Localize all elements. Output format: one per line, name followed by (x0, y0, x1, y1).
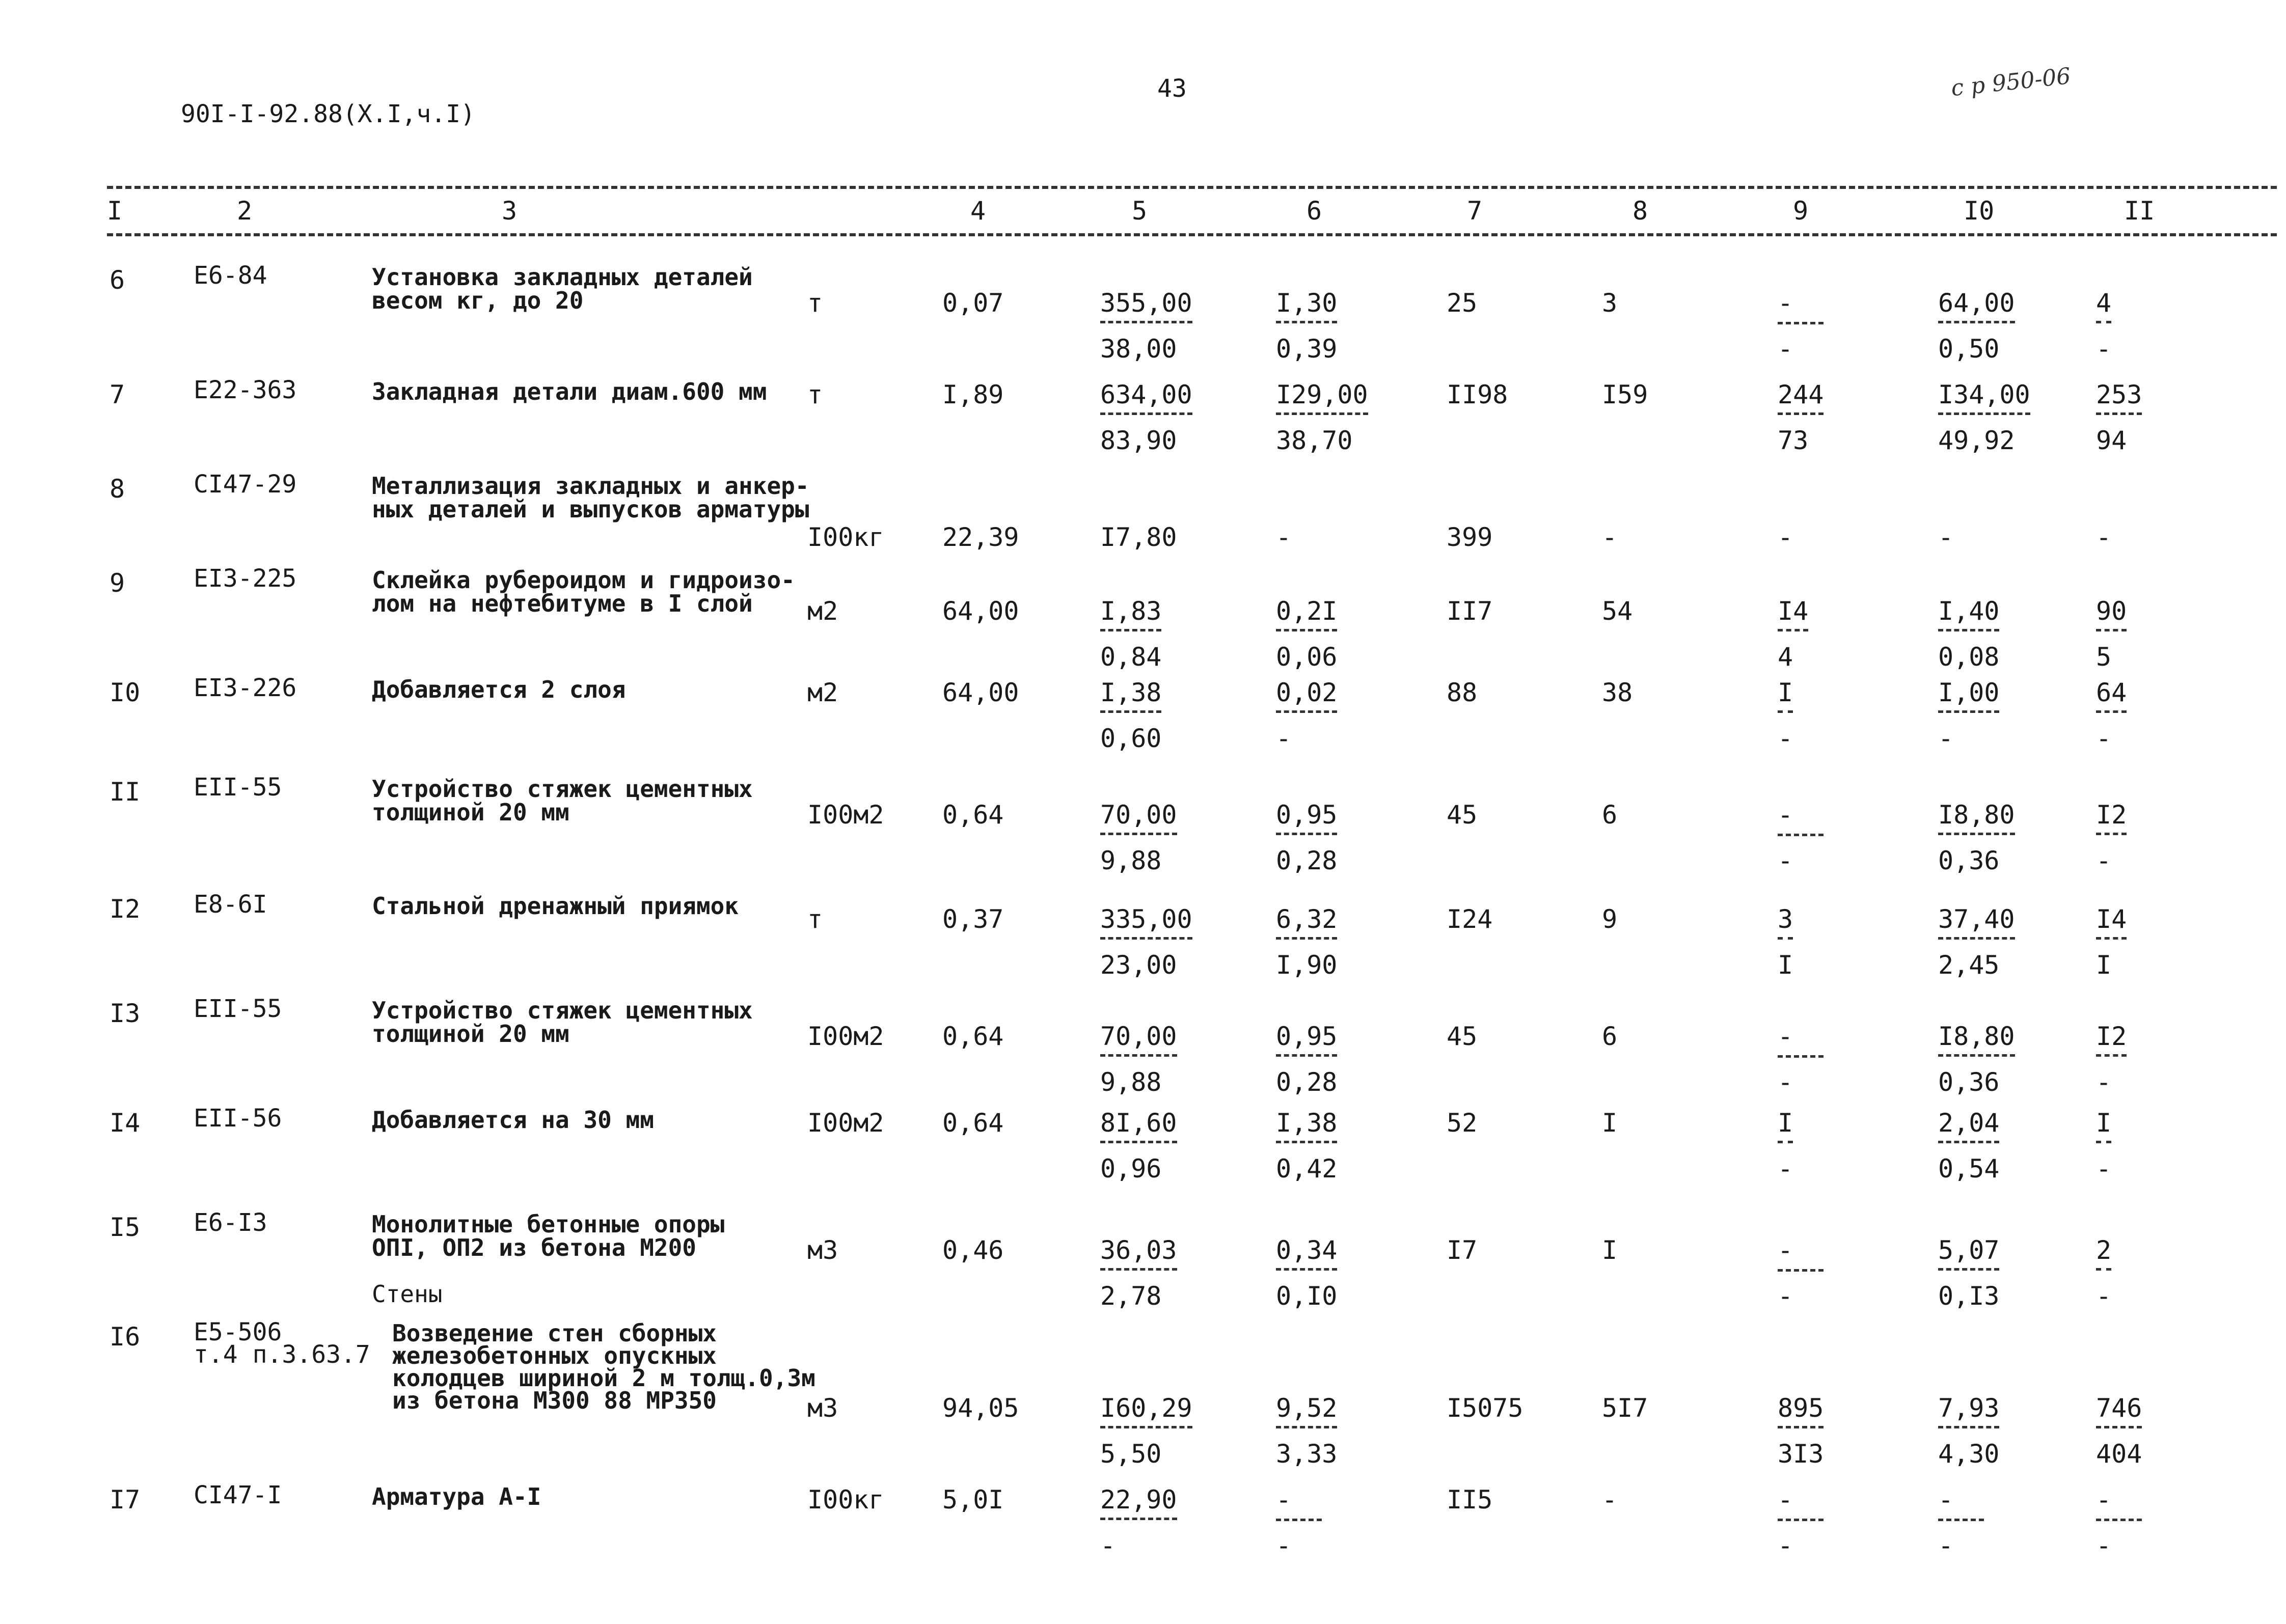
value-c6-bottom: 0,I0 (1276, 1281, 1338, 1311)
value-c10-top: I,40 (1938, 598, 1999, 631)
value-c5-bottom: - (1100, 1531, 1116, 1560)
value-c11-top: 2 (2096, 1237, 2111, 1271)
value-c6-top: 0,02 (1276, 680, 1337, 713)
value-c5-bottom: 5,50 (1100, 1439, 1162, 1469)
work-description: Добавляется на 30 мм (372, 1106, 654, 1134)
col-header-11: II (2124, 196, 2155, 226)
work-description: Установка закладных деталей весом кг, до 20 (372, 263, 753, 314)
value-c6-bottom: 0,28 (1276, 1067, 1338, 1097)
col-header-5: 5 (1132, 196, 1148, 226)
value-c6-top: 0,95 (1276, 802, 1337, 835)
unit: I00кг (807, 522, 884, 552)
quantity: 0,64 (942, 1108, 1004, 1138)
fraction-rule (2096, 1519, 2142, 1521)
value-c5-top: 70,00 (1100, 1024, 1177, 1057)
unit: т (807, 288, 823, 318)
value-c6-bottom: - (1276, 1531, 1292, 1560)
row-number: I4 (110, 1108, 141, 1138)
value-c9-bottom: - (1778, 1154, 1793, 1183)
archive-stamp: с р 950-06 (1949, 63, 2072, 102)
fraction-rule (1938, 1519, 1984, 1521)
value-c9-top: - (1778, 1485, 1793, 1515)
value-c5-top: 335,00 (1100, 906, 1192, 940)
rate-code: ЕII-56 (194, 1104, 282, 1133)
unit: м3 (807, 1393, 838, 1423)
value-c6-top: - (1276, 522, 1292, 552)
value-c5-bottom: 2,78 (1100, 1281, 1162, 1311)
value-c5-bottom: 0,60 (1100, 724, 1162, 753)
row-number: I7 (110, 1485, 141, 1515)
value-c5-top: I7,80 (1100, 522, 1177, 552)
value-c11-bottom: - (2096, 1154, 2112, 1183)
value-c5-top: 634,00 (1100, 382, 1192, 415)
value-col-7: I24 (1447, 904, 1493, 934)
value-c9-bottom: - (1778, 1067, 1793, 1097)
value-c11-top: - (2096, 1485, 2112, 1515)
value-col-8: 3 (1602, 288, 1618, 318)
value-c11-top: I2 (2096, 1024, 2127, 1057)
rate-code: ЕII-55 (194, 995, 282, 1023)
value-c10-top: I8,80 (1938, 802, 2015, 835)
value-c10-bottom: 49,92 (1938, 426, 2015, 455)
value-c9-bottom: - (1778, 334, 1793, 364)
value-c5-bottom: 83,90 (1100, 426, 1177, 455)
quantity: 64,00 (942, 678, 1019, 707)
value-c9-top: 244 (1778, 382, 1824, 415)
quantity: 0,64 (942, 1022, 1004, 1051)
header-bottom-rule (107, 233, 2277, 236)
value-c6-top: 0,34 (1276, 1237, 1337, 1271)
value-c9-top: - (1778, 288, 1793, 318)
value-c10-top: I34,00 (1938, 382, 2030, 415)
value-c11-top: I4 (2096, 906, 2127, 940)
work-description: Устройство стяжек цементных толщиной 20 мм (372, 775, 753, 826)
value-c11-top: 746 (2096, 1395, 2142, 1428)
work-description: Добавляется 2 слоя (372, 676, 626, 703)
value-col-7: 88 (1447, 678, 1478, 707)
value-c5-top: 355,00 (1100, 290, 1192, 323)
col-header-1: I (107, 196, 123, 226)
col-header-9: 9 (1793, 196, 1809, 226)
value-c9-top: - (1778, 1022, 1793, 1051)
quantity: 0,64 (942, 800, 1004, 830)
value-c5-top: I60,29 (1100, 1395, 1192, 1428)
value-c9-top: - (1778, 1235, 1793, 1265)
value-c11-top: - (2096, 522, 2112, 552)
value-c5-top: 8I,60 (1100, 1110, 1177, 1143)
value-col-7: I5075 (1447, 1393, 1523, 1423)
value-c10-bottom: 0,I3 (1938, 1281, 2000, 1311)
col-header-4: 4 (970, 196, 986, 226)
value-col-7: 45 (1447, 1022, 1478, 1051)
rate-code: ЕII-55 (194, 773, 282, 802)
row-number: I5 (110, 1213, 141, 1242)
value-c9-bottom: - (1778, 1281, 1793, 1311)
value-c9-bottom: 4 (1778, 642, 1793, 672)
value-c6-top: I,38 (1276, 1110, 1337, 1143)
row-number: 8 (110, 474, 125, 504)
value-col-8: - (1602, 522, 1618, 552)
value-c9-top: I (1778, 680, 1793, 713)
row-number: II (110, 777, 141, 807)
value-c5-top: 70,00 (1100, 802, 1177, 835)
fraction-rule (1778, 834, 1824, 836)
value-c5-bottom: 9,88 (1100, 1067, 1162, 1097)
value-c10-bottom: 0,54 (1938, 1154, 2000, 1183)
fraction-rule (1778, 322, 1824, 324)
work-description: Устройство стяжек цементных толщиной 20 мм (372, 997, 753, 1048)
value-c5-top: 36,03 (1100, 1237, 1177, 1271)
rate-code: Е6-84 (194, 261, 267, 290)
value-c11-bottom: I (2096, 950, 2112, 980)
row-number: I3 (110, 999, 141, 1028)
unit: м2 (807, 596, 838, 626)
value-c9-top: 895 (1778, 1395, 1824, 1428)
rate-code: СI47-29 (194, 470, 297, 499)
value-c11-bottom: - (2096, 334, 2112, 364)
value-c5-bottom: 0,96 (1100, 1154, 1162, 1183)
value-c10-top: I8,80 (1938, 1024, 2015, 1057)
quantity: I,89 (942, 380, 1004, 409)
rate-code: Е5-506 т.4 п.3.63.7 (194, 1318, 370, 1369)
value-c9-bottom: - (1778, 724, 1793, 753)
row-number: 7 (110, 380, 125, 409)
work-description: Металлизация закладных и анкер- ных деталей и выпусков арматуры (372, 472, 809, 523)
value-c6-top: I29,00 (1276, 382, 1368, 415)
value-col-8: 6 (1602, 1022, 1618, 1051)
work-description: Монолитные бетонные опоры ОПI, ОП2 из бетона М200 (372, 1210, 725, 1261)
value-c10-top: 7,93 (1938, 1395, 1999, 1428)
value-c6-top: I,30 (1276, 290, 1337, 323)
fraction-rule (1778, 1519, 1824, 1521)
value-c9-bottom: 73 (1778, 426, 1809, 455)
value-c5-top: I,83 (1100, 598, 1161, 631)
value-c11-bottom: - (2096, 724, 2112, 753)
row-number: 9 (110, 568, 125, 598)
value-c10-top: 2,04 (1938, 1110, 1999, 1143)
value-c6-top: 6,32 (1276, 906, 1337, 940)
value-c5-top: I,38 (1100, 680, 1161, 713)
unit: I00кг (807, 1485, 884, 1515)
value-c5-top: 22,90 (1100, 1487, 1177, 1520)
value-c9-bottom: - (1778, 1531, 1793, 1560)
value-c5-bottom: 38,00 (1100, 334, 1177, 364)
value-c5-bottom: 9,88 (1100, 846, 1162, 875)
value-col-8: I59 (1602, 380, 1648, 409)
value-col-7: II98 (1447, 380, 1508, 409)
value-c11-bottom: - (2096, 846, 2112, 875)
work-description: Арматура А-I (372, 1483, 541, 1510)
value-c6-bottom: - (1276, 724, 1292, 753)
value-col-7: I7 (1447, 1235, 1478, 1265)
value-col-8: 5I7 (1602, 1393, 1648, 1423)
value-c6-bottom: 3,33 (1276, 1439, 1338, 1469)
work-description: Склейка рубероидом и гидроизо- лом на нефтебитуме в I слой (372, 566, 795, 617)
value-c10-top: 5,07 (1938, 1237, 1999, 1271)
value-c6-bottom: 0,42 (1276, 1154, 1338, 1183)
value-c11-top: I (2096, 1110, 2111, 1143)
value-col-8: I (1602, 1235, 1618, 1265)
row-number: I0 (110, 678, 141, 707)
rate-code: Е22-363 (194, 376, 297, 404)
value-col-7: 25 (1447, 288, 1478, 318)
value-c6-bottom: 0,39 (1276, 334, 1338, 364)
section-label: Стены (372, 1280, 443, 1308)
value-c9-top: I (1778, 1110, 1793, 1143)
value-c10-top: - (1938, 522, 1954, 552)
value-c9-bottom: - (1778, 846, 1793, 875)
work-description: Стальной дренажный приямок (372, 892, 739, 920)
unit: т (807, 380, 823, 409)
page-number: 43 (1157, 74, 1187, 103)
value-c11-top: 4 (2096, 290, 2111, 323)
value-c10-top: I,00 (1938, 680, 1999, 713)
value-c11-bottom: 94 (2096, 426, 2127, 455)
value-c6-bottom: 0,06 (1276, 642, 1338, 672)
quantity: 0,07 (942, 288, 1004, 318)
value-c9-top: - (1778, 800, 1793, 830)
rate-code: СI47-I (194, 1481, 282, 1509)
value-c6-bottom: 38,70 (1276, 426, 1353, 455)
fraction-rule (1778, 1269, 1824, 1272)
value-c11-bottom: - (2096, 1281, 2112, 1311)
value-c10-bottom: 0,08 (1938, 642, 2000, 672)
quantity: 94,05 (942, 1393, 1019, 1423)
value-col-8: 54 (1602, 596, 1633, 626)
value-c11-top: I2 (2096, 802, 2127, 835)
value-col-8: 6 (1602, 800, 1618, 830)
header-top-rule (107, 186, 2277, 189)
quantity: 0,37 (942, 904, 1004, 934)
col-header-7: 7 (1467, 196, 1483, 226)
value-col-7: II7 (1447, 596, 1493, 626)
col-header-8: 8 (1632, 196, 1648, 226)
value-c10-bottom: 2,45 (1938, 950, 2000, 980)
work-description: Закладная детали диам.600 мм (372, 378, 767, 405)
row-number: I6 (110, 1322, 141, 1352)
value-c11-bottom: 404 (2096, 1439, 2142, 1469)
value-c9-bottom: 3I3 (1778, 1439, 1824, 1469)
value-c10-top: 64,00 (1938, 290, 2015, 323)
rate-code: ЕI3-225 (194, 564, 297, 593)
value-col-7: 52 (1447, 1108, 1478, 1138)
row-number: I2 (110, 894, 141, 924)
value-col-7: II5 (1447, 1485, 1493, 1515)
quantity: 64,00 (942, 596, 1019, 626)
unit: т (807, 904, 823, 934)
row-number: 6 (110, 265, 125, 295)
value-c5-bottom: 0,84 (1100, 642, 1162, 672)
value-col-7: 45 (1447, 800, 1478, 830)
value-c9-top: - (1778, 522, 1793, 552)
col-header-2: 2 (237, 196, 253, 226)
value-col-8: I (1602, 1108, 1618, 1138)
unit: м2 (807, 678, 838, 707)
unit: м3 (807, 1235, 838, 1265)
rate-code: Е8-6I (194, 890, 267, 919)
value-c9-top: I4 (1778, 598, 1808, 631)
value-c11-bottom: - (2096, 1531, 2112, 1560)
value-c10-bottom: 0,36 (1938, 1067, 2000, 1097)
value-col-8: - (1602, 1485, 1618, 1515)
value-c11-top: 64 (2096, 680, 2127, 713)
value-col-8: 38 (1602, 678, 1633, 707)
value-c11-top: 90 (2096, 598, 2127, 631)
work-description: Возведение стен сборных железобетонных опускных колодцев шириной 2 м толщ.0,3м из бетона М300 88 МР350 (392, 1319, 815, 1414)
value-c10-bottom: 0,36 (1938, 846, 2000, 875)
value-c9-top: 3 (1778, 906, 1793, 940)
value-c10-top: 37,40 (1938, 906, 2015, 940)
unit: I00м2 (807, 1022, 884, 1051)
value-c11-bottom: - (2096, 1067, 2112, 1097)
value-c5-bottom: 23,00 (1100, 950, 1177, 980)
fraction-rule (1276, 1519, 1322, 1521)
col-header-6: 6 (1307, 196, 1322, 226)
value-col-7: 399 (1447, 522, 1493, 552)
value-c11-bottom: 5 (2096, 642, 2112, 672)
fraction-rule (1778, 1055, 1824, 1058)
quantity: 5,0I (942, 1485, 1004, 1515)
value-c10-bottom: 4,30 (1938, 1439, 2000, 1469)
value-c6-top: 0,2I (1276, 598, 1337, 631)
quantity: 22,39 (942, 522, 1019, 552)
unit: I00м2 (807, 800, 884, 830)
value-c6-top: 9,52 (1276, 1395, 1337, 1428)
unit: I00м2 (807, 1108, 884, 1138)
value-c6-top: - (1276, 1485, 1292, 1515)
value-c10-bottom: 0,50 (1938, 334, 2000, 364)
rate-code: Е6-I3 (194, 1208, 267, 1237)
col-header-3: 3 (502, 196, 518, 226)
document-code: 90I-I-92.88(X.I,ч.I) (181, 100, 475, 128)
value-c10-bottom: - (1938, 724, 1954, 753)
value-c6-top: 0,95 (1276, 1024, 1337, 1057)
value-c10-top: - (1938, 1485, 1954, 1515)
value-c6-bottom: 0,28 (1276, 846, 1338, 875)
value-col-8: 9 (1602, 904, 1618, 934)
value-c11-top: 253 (2096, 382, 2142, 415)
rate-code: ЕI3-226 (194, 674, 297, 702)
quantity: 0,46 (942, 1235, 1004, 1265)
value-c10-bottom: - (1938, 1531, 1954, 1560)
value-c9-bottom: I (1778, 950, 1793, 980)
col-header-10: I0 (1964, 196, 1995, 226)
value-c6-bottom: I,90 (1276, 950, 1338, 980)
